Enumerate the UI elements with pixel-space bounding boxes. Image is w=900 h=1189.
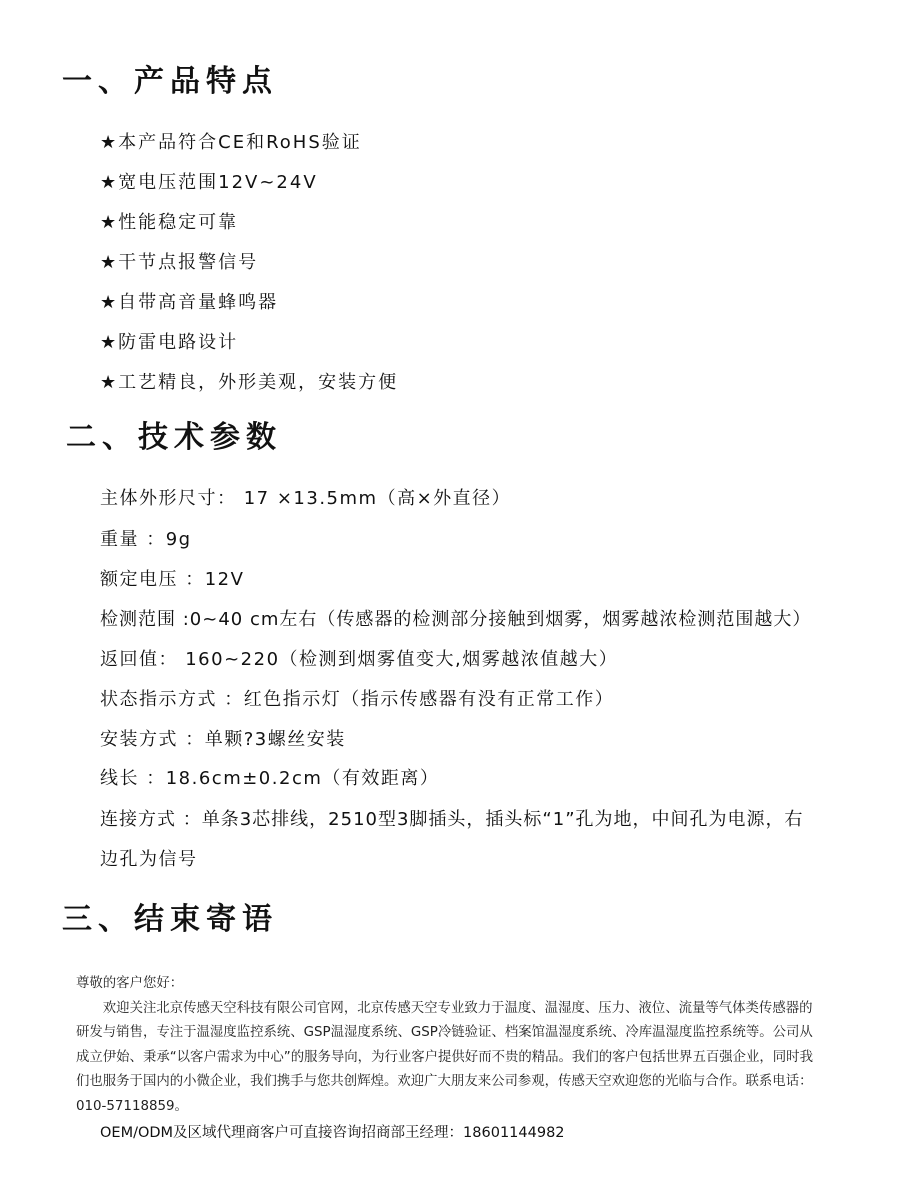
feature-item: ★宽电压范围12V~24V: [100, 172, 318, 193]
spec-item: 额定电压 ：12V: [100, 569, 245, 590]
feature-item: ★干节点报警信号: [100, 252, 259, 273]
feature-item: ★自带高音量蜂鸣器: [100, 292, 279, 313]
spec-item: 检测范围 :0~40 cm左右（传感器的检测部分接触到烟雾，烟雾越浓检测范围越大）: [100, 609, 812, 630]
spec-item: 边孔为信号: [100, 849, 198, 870]
feature-item: ★性能稳定可靠: [100, 212, 239, 233]
spec-item: 状态指示方式 ：红色指示灯（指示传感器有没有正常工作）: [100, 689, 615, 710]
spec-item: 主体外形尺寸： 17 ×13.5mm（高×外直径）: [100, 488, 512, 509]
feature-item: ★防雷电路设计: [100, 332, 239, 353]
closing-body: 欢迎关注北京传感天空科技有限公司官网，北京传感天空专业致力于温度、温湿度、压力、液位、流量等气体类传感器的研发与销售，专注于温湿度监控系统、GSP温湿度系统、GSP冷链验证、档案馆温湿度系统、冷库温湿度监控系统等。公司从成立伊始、秉承“以客户需求为中心”的服务导向，为行业客户提供好而不贵的精品。我们的客户包括世界五百强企业，同时我们也服务于国内的小微企业，我们携手与您共创辉煌。欢迎广大朋友来公司参观，传感天空欢迎您的光临与合作。联系电话：010-57118859。: [76, 1000, 813, 1114]
features-heading: 一、产品特点: [62, 64, 278, 99]
closing-message: [76, 972, 818, 1119]
spec-item: 线长 ：18.6cm±0.2cm（有效距离）: [100, 768, 440, 789]
spec-item: 连接方式 ：单条3芯排线，2510型3脚插头，插头标“1”孔为地，中间孔为电源，右: [100, 809, 804, 830]
closing-greeting: 尊敬的客户您好：: [76, 976, 184, 991]
specs-heading: 二、技术参数: [66, 420, 282, 455]
closing-heading: 三、结束寄语: [62, 902, 278, 937]
spec-item: 返回值： 160~220（检测到烟雾值变大,烟雾越浓值越大）: [100, 649, 619, 670]
spec-item: 重量 ：9g: [100, 529, 192, 550]
oem-contact: OEM/ODM及区域代理商客户可直接咨询招商部王经理：18601144982: [100, 1125, 565, 1141]
feature-item: ★工艺精良，外形美观，安装方便: [100, 372, 399, 393]
feature-item: ★本产品符合CE和RoHS验证: [100, 132, 362, 153]
spec-item: 安装方式 ：单颗?3螺丝安装: [100, 729, 346, 750]
